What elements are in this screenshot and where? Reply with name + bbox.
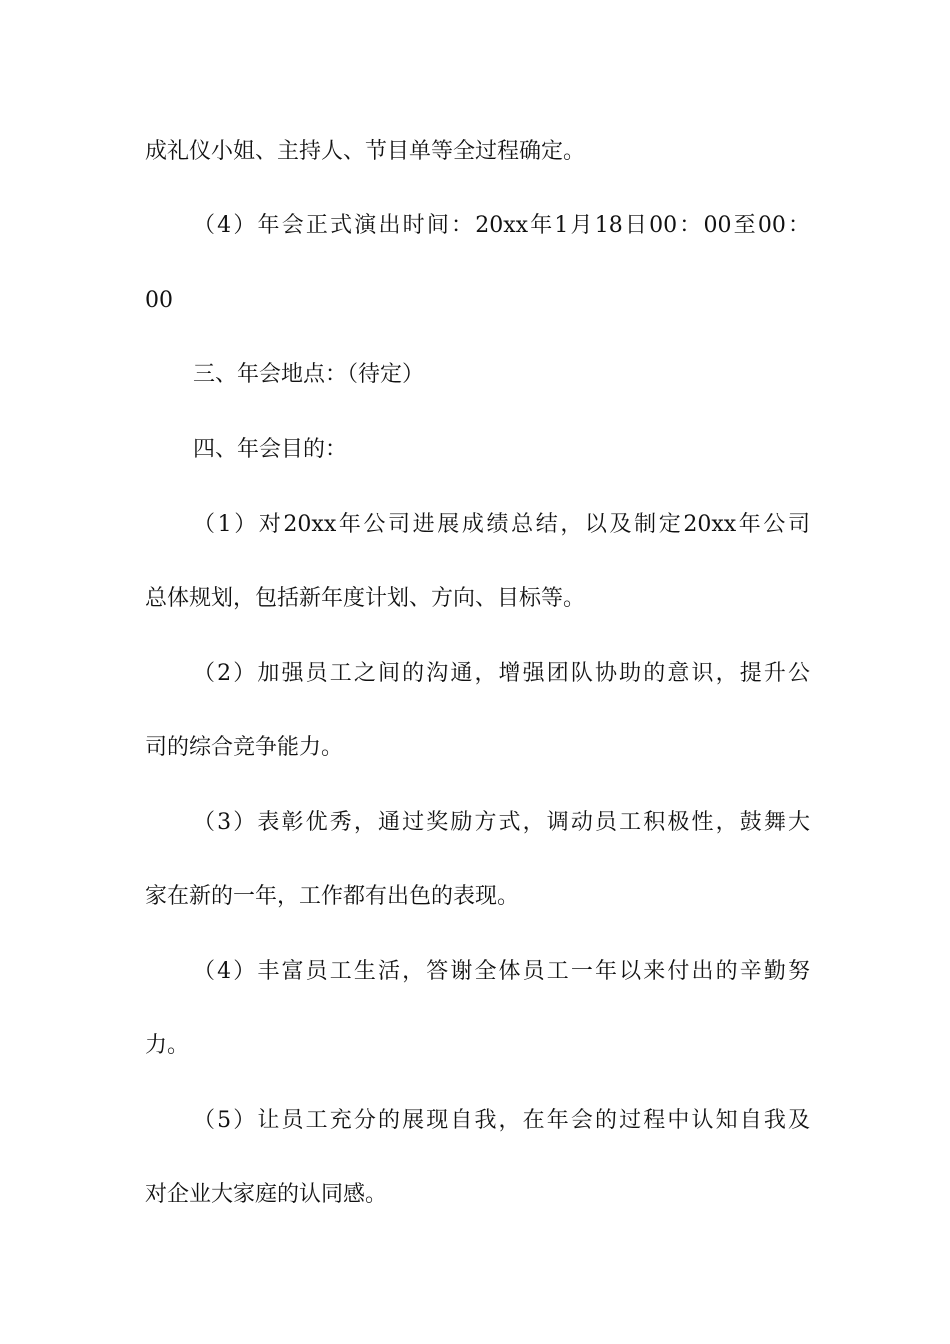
text-line-10: （3）表彰优秀，通过奖励方式，调动员工积极性，鼓舞大	[193, 810, 810, 835]
section-heading-purpose: 四、年会目的：	[193, 437, 348, 462]
text-line-15: 对企业大家庭的认同感。	[145, 1182, 388, 1207]
section-heading-location: 三、年会地点：（待定）	[193, 362, 425, 387]
text-line-11: 家在新的一年，工作都有出色的表现。	[145, 884, 520, 909]
text-line-12: （4）丰富员工生活，答谢全体员工一年以来付出的辛勤努	[193, 959, 810, 984]
text-line-14: （5）让员工充分的展现自我，在年会的过程中认知自我及	[193, 1108, 810, 1133]
text-line-6: （1）对20xx年公司进展成绩总结，以及制定20xx年公司	[193, 512, 810, 537]
text-line-1: 成礼仪小姐、主持人、节目单等全过程确定。	[145, 139, 586, 164]
text-line-9: 司的综合竞争能力。	[145, 735, 344, 760]
text-line-3: 00	[145, 288, 173, 313]
text-line-13: 力。	[145, 1033, 190, 1058]
text-line-8: （2）加强员工之间的沟通，增强团队协助的意识，提升公	[193, 661, 810, 686]
text-line-2: （4）年会正式演出时间：20xx年1月18日00：00至00：	[193, 213, 810, 238]
text-line-7: 总体规划，包括新年度计划、方向、目标等。	[145, 586, 586, 611]
